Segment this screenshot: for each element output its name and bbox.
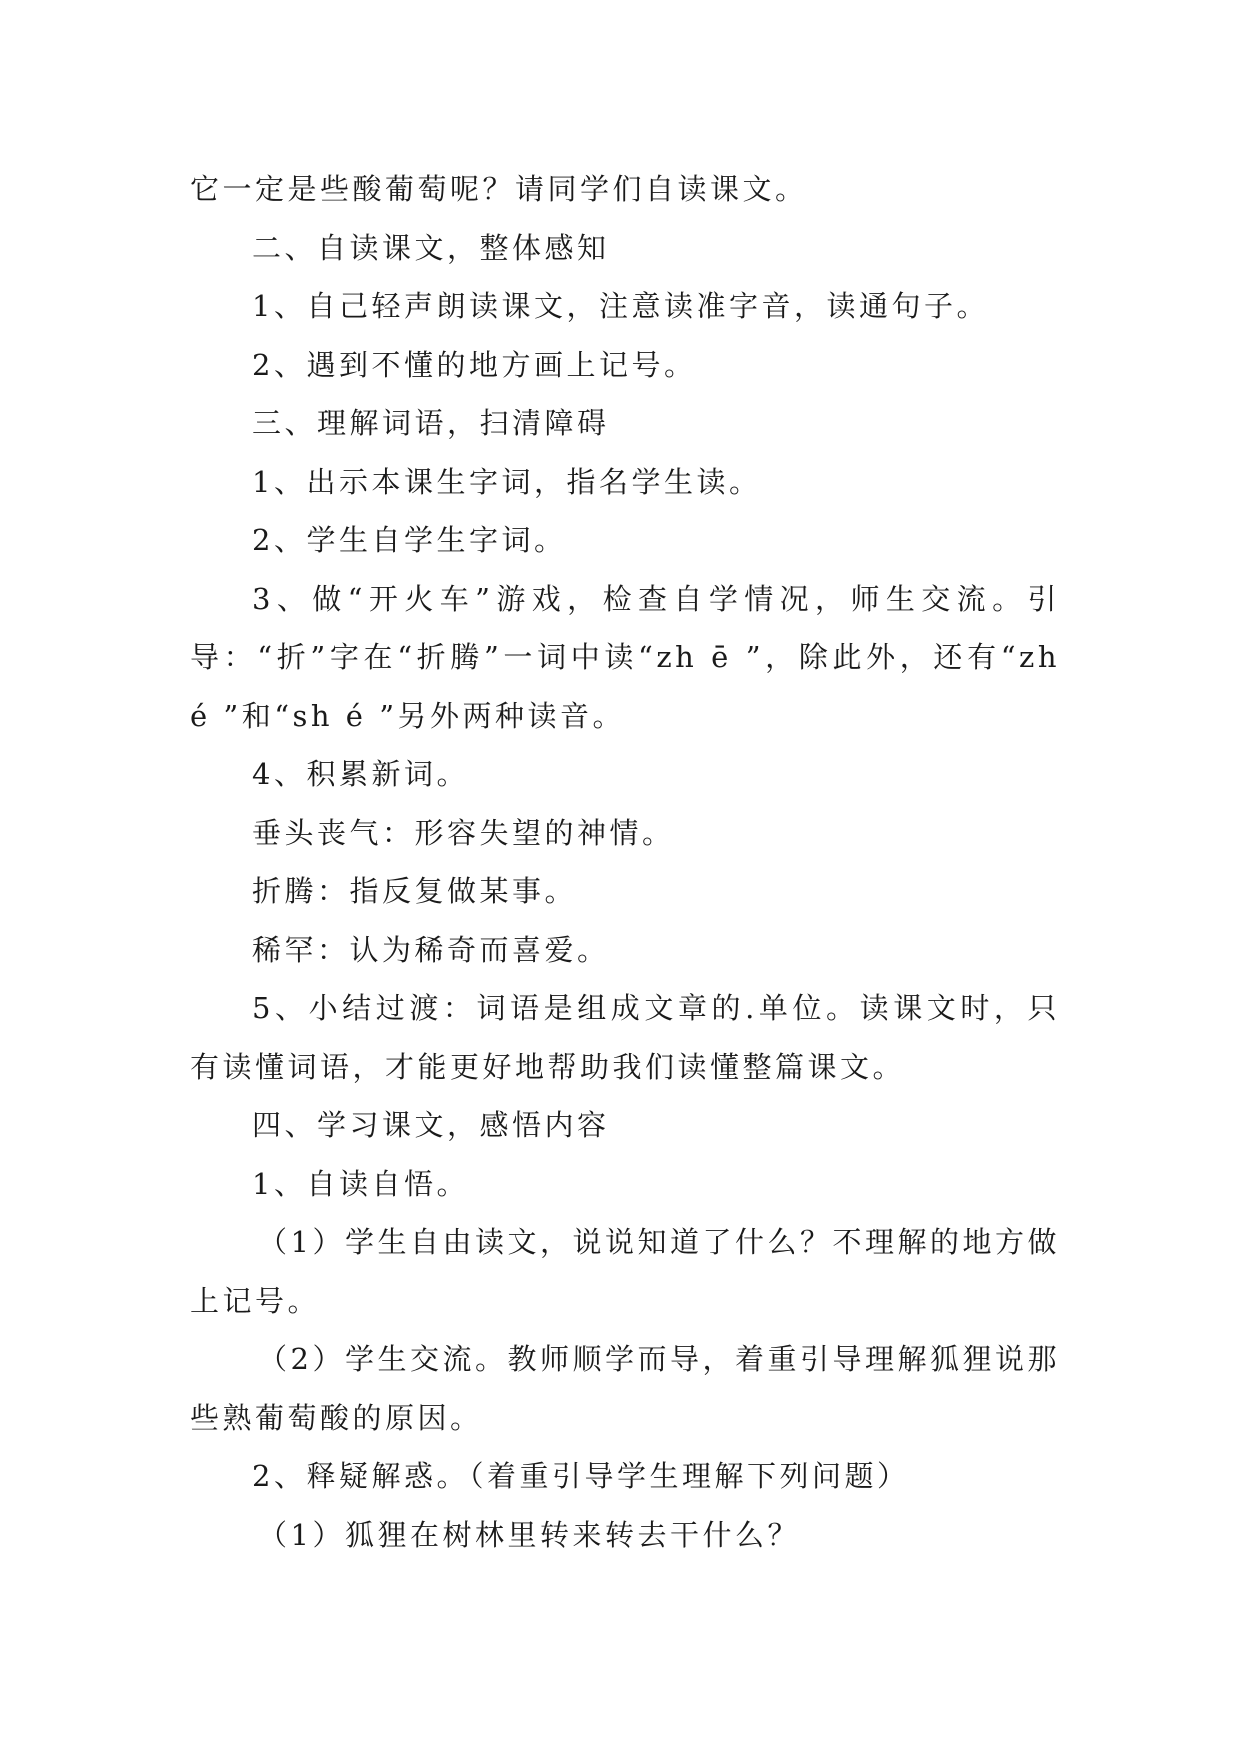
paragraph: 1、出示本课生字词，指名学生读。 — [252, 464, 762, 499]
vocabulary-item: 折腾：指反复做某事。 — [252, 874, 578, 908]
vocabulary-item: 垂头丧气：形容失望的神情。 — [252, 815, 675, 850]
section-heading: 四、学习课文，感悟内容 — [252, 1108, 610, 1142]
paragraph: 1、自读自悟。 — [252, 1166, 469, 1201]
paragraph: 2、释疑解惑。（着重引导学生理解下列问题） — [252, 1459, 910, 1493]
document-body — [190, 160, 1060, 1564]
paragraph: 2、遇到不懂的地方画上记号。 — [252, 347, 697, 382]
paragraph: （2）学生交流。教师顺学而导，着重引导理解狐狸说那些熟葡萄酸的原因。 — [190, 1342, 1060, 1435]
paragraph: （1）狐狸在树林里转来转去干什么？ — [258, 1517, 800, 1552]
section-heading: 三、理解词语，扫清障碍 — [252, 406, 610, 440]
paragraph: 1、自己轻声朗读课文，注意读准字音，读通句子。 — [252, 289, 989, 323]
paragraph: 4、积累新词。 — [252, 757, 469, 791]
vocabulary-item: 稀罕：认为稀奇而喜爱。 — [252, 932, 610, 967]
paragraph: （1）学生自由读文，说说知道了什么？不理解的地方做上记号。 — [190, 1225, 1060, 1318]
paragraph: 3、做“开火车”游戏，检查自学情况，师生交流。引导：“折”字在“折腾”一词中读“zh ē ”，除此外，还有“zh é ”和“sh é ”另外两种读音。 — [190, 581, 1060, 733]
paragraph: 2、学生自学生字词。 — [252, 523, 567, 557]
paragraph: 它一定是些酸葡萄呢？请同学们自读课文。 — [190, 172, 808, 206]
paragraph: 5、小结过渡：词语是组成文章的.单位。读课文时，只有读懂词语，才能更好地帮助我们读懂整篇课文。 — [190, 991, 1060, 1084]
section-heading: 二、自读课文，整体感知 — [252, 230, 610, 265]
